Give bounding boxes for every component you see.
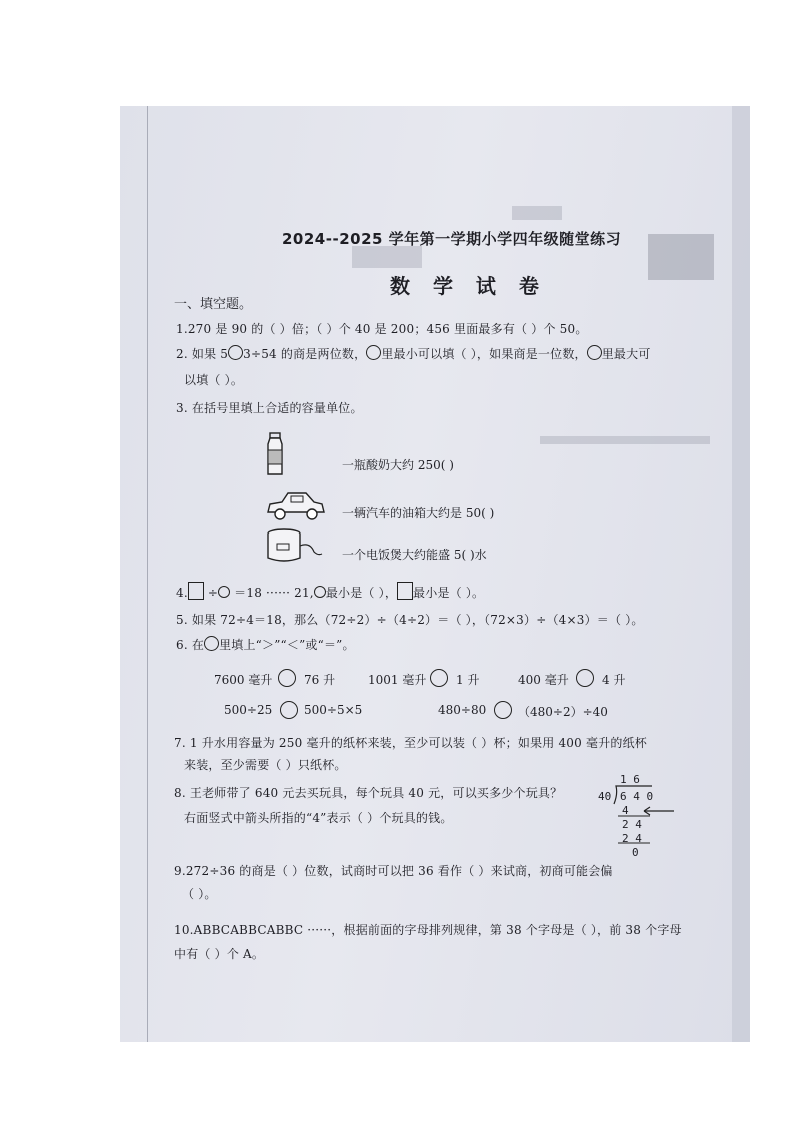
division-remainder: 0 <box>632 846 639 859</box>
question-7-line-1: 7. 1 升水用容量为 250 毫升的纸杯来装，至少可以装（ ）杯；如果用 400 毫升的纸杯 <box>174 736 647 750</box>
compare-circle-icon[interactable] <box>430 669 448 687</box>
blank-box-icon <box>188 582 204 600</box>
arrow-left-icon <box>640 805 676 817</box>
question-1: 1.270 是 90 的（ ）倍；（ ）个 40 是 200；456 里面最多有（ ）个 50。 <box>176 322 588 336</box>
adjacent-page-strip <box>732 106 750 1042</box>
blank-circle-icon <box>228 345 243 360</box>
compare-right-5: （480÷2）÷40 <box>518 705 608 719</box>
capacity-item-yogurt: 一瓶酸奶大约 250( ) <box>342 458 454 472</box>
compare-circle-icon[interactable] <box>280 701 298 719</box>
blank-circle-icon <box>218 586 230 598</box>
blank-circle-icon <box>204 636 219 651</box>
question-5: 5. 如果 72÷4＝18，那么（72÷2）÷（4÷2）＝（ ），（72×3）÷（4×3）＝（ ）。 <box>176 613 644 627</box>
blank-box-icon <box>397 582 413 600</box>
bleed-through-mark <box>352 246 422 268</box>
car-icon <box>264 488 326 524</box>
blank-circle-icon <box>366 345 381 360</box>
question-7-line-2: 来装，至少需要（ ）只纸杯。 <box>184 758 347 772</box>
division-divisor: 40 <box>598 790 612 803</box>
compare-left-1: 7600 毫升 <box>214 673 273 687</box>
division-step-2: 2 4 <box>622 818 642 831</box>
compare-left-5: 480÷80 <box>438 703 487 717</box>
division-step-1: 4 <box>622 804 629 817</box>
division-quotient: 1 6 <box>620 773 640 786</box>
question-10-line-1: 10.ABBCABBCABBC ······，根据前面的字母排列规律，第 38 个字母是（ ），前 38 个字母 <box>174 923 682 937</box>
question-2-line-2: 以填（ ）。 <box>184 373 244 387</box>
capacity-item-car: 一辆汽车的油箱大约是 50( ) <box>342 506 495 520</box>
division-step-3: 2 4 <box>622 832 642 845</box>
rice-cooker-icon <box>264 526 326 566</box>
bleed-through-mark <box>540 436 710 444</box>
exam-subtitle: 数 学 试 卷 <box>390 274 547 298</box>
compare-circle-icon[interactable] <box>494 701 512 719</box>
compare-right-4: 500÷5×5 <box>304 703 363 717</box>
binding-margin-line <box>147 106 148 1042</box>
question-9-line-2: （ ）。 <box>182 887 217 901</box>
question-8-line-1: 8. 王老师带了 640 元去买玩具，每个玩具 40 元，可以买多少个玩具？ <box>174 786 563 800</box>
compare-circle-icon[interactable] <box>576 669 594 687</box>
question-9-line-1: 9.272÷36 的商是（ ）位数，试商时可以把 36 看作（ ）来试商，初商可能会偏 <box>174 864 613 878</box>
question-3: 3. 在括号里填上合适的容量单位。 <box>176 401 363 415</box>
compare-right-3: 4 升 <box>602 673 626 687</box>
compare-left-3: 400 毫升 <box>518 673 569 687</box>
question-4: 4. ÷ ＝18 ······ 21, 最小是（ ）， 最小是（ ）。 <box>176 582 484 601</box>
bleed-through-mark <box>512 206 562 220</box>
blank-circle-icon <box>314 586 326 598</box>
question-8-line-2: 右面竖式中箭头所指的“4”表示（ ）个玩具的钱。 <box>184 811 453 825</box>
exam-title: 2024--2025 学年第一学期小学四年级随堂练习 <box>282 230 622 248</box>
bleed-through-mark <box>648 234 714 280</box>
capacity-item-rice-cooker: 一个电饭煲大约能盛 5( )水 <box>342 548 487 562</box>
yogurt-bottle-icon <box>264 432 286 476</box>
compare-left-4: 500÷25 <box>224 703 273 717</box>
compare-right-2: 1 升 <box>456 673 480 687</box>
question-6: 6. 在 里填上“＞”“＜”或“＝”。 <box>176 638 355 652</box>
section-fill-in-blank: 一、填空题。 <box>174 297 253 312</box>
question-2-line-1: 2. 如果 5 3÷54 的商是两位数， 里最小可以填（ ），如果商是一位数， 里最大可 <box>176 347 651 361</box>
compare-circle-icon[interactable] <box>278 669 296 687</box>
exam-paper <box>120 106 750 1042</box>
division-dividend: 6 4 0 <box>620 790 654 803</box>
compare-right-1: 76 升 <box>304 673 336 687</box>
blank-circle-icon <box>587 345 602 360</box>
question-10-line-2: 中有（ ）个 A。 <box>174 947 265 961</box>
compare-left-2: 1001 毫升 <box>368 673 427 687</box>
